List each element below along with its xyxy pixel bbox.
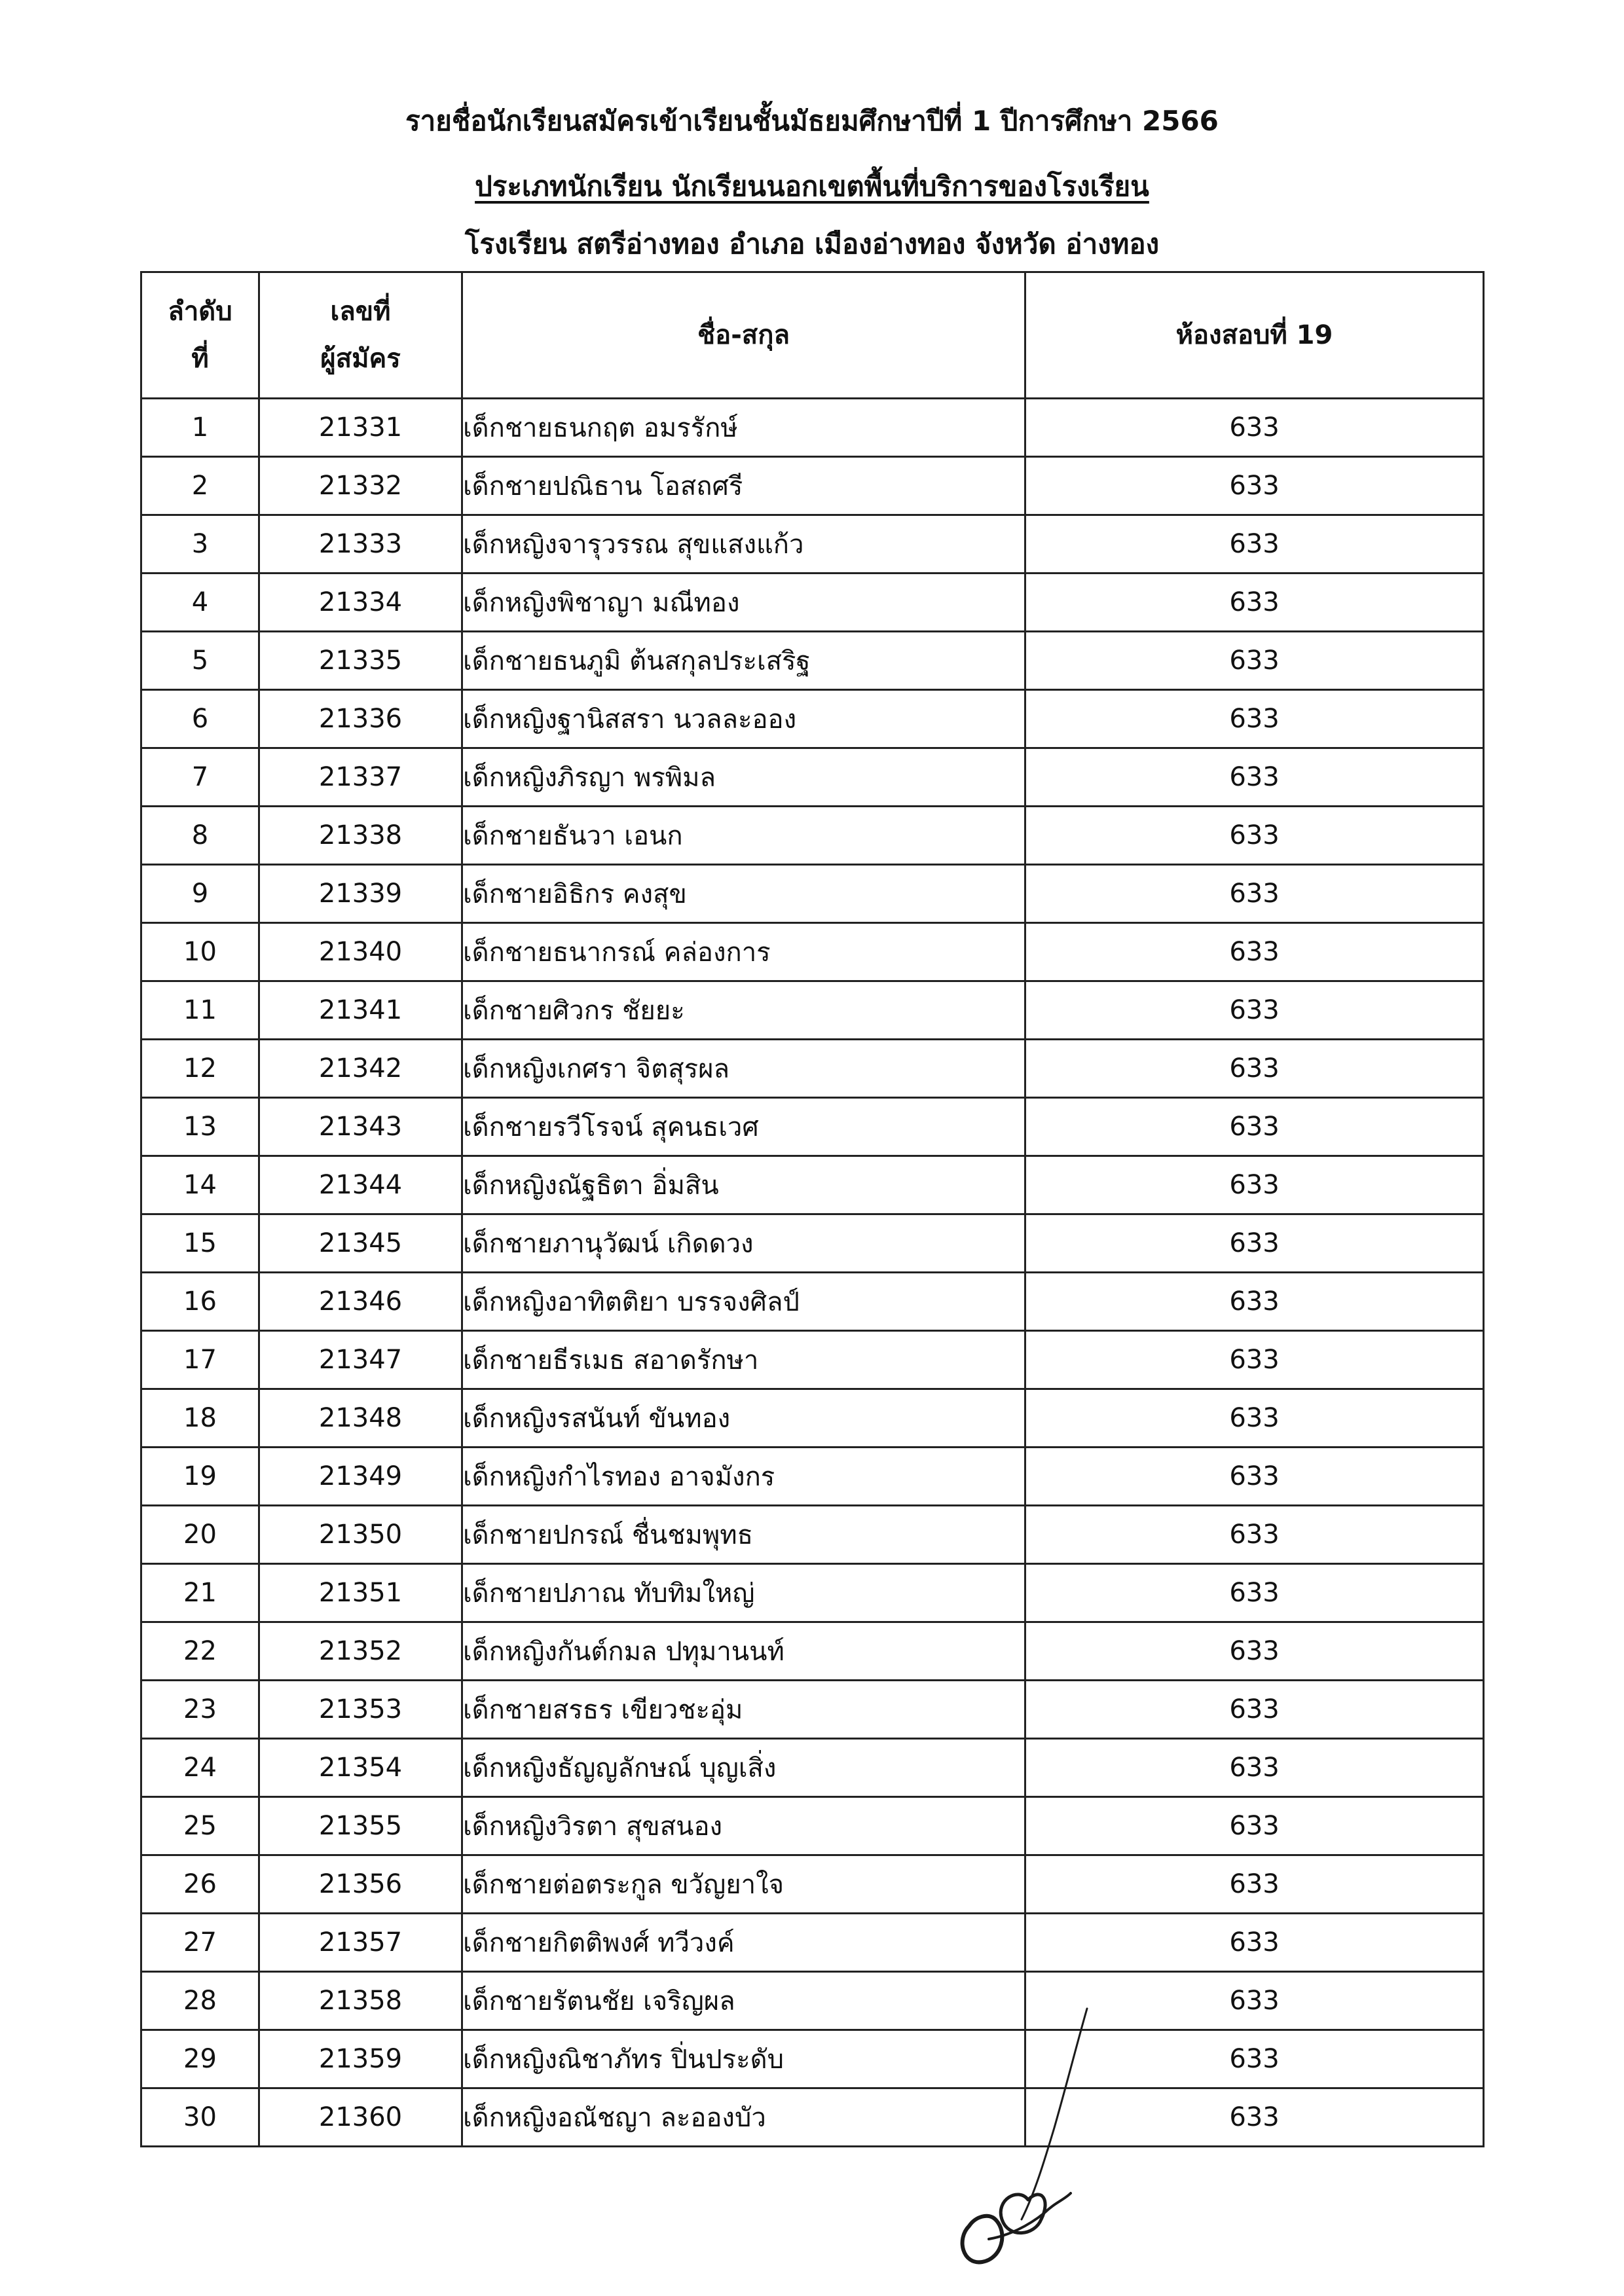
row-exam-room: 633: [1025, 2088, 1484, 2147]
row-application-number: 21336: [259, 690, 462, 748]
row-student-name: เด็กหญิงวิรตา สุขสนอง: [462, 1797, 1025, 1855]
table-row: [141, 1972, 1484, 2030]
table-row: [141, 632, 1484, 690]
row-exam-room: 633: [1025, 457, 1484, 515]
row-exam-room: 633: [1025, 1098, 1484, 1156]
row-exam-room: 633: [1025, 690, 1484, 748]
row-student-name: เด็กชายปณิธาน โอสถศรี: [462, 457, 1025, 515]
column-header-order-line2: ที่: [191, 344, 209, 374]
table-row: [141, 865, 1484, 923]
row-exam-room: 633: [1025, 574, 1484, 632]
row-student-name: เด็กหญิงรสนันท์ ขันทอง: [462, 1389, 1025, 1448]
row-application-number: 21360: [259, 2088, 462, 2147]
row-student-name: เด็กชายธนกฤต อมรรักษ์: [462, 399, 1025, 457]
column-header-appno-line2: ผู้สมัคร: [320, 344, 401, 374]
signature: [930, 2003, 1139, 2278]
column-header-exam-room: ห้องสอบที่ 19: [1025, 272, 1484, 399]
row-student-name: เด็กหญิงจารุวรรณ สุขแสงแก้ว: [462, 515, 1025, 574]
row-application-number: 21349: [259, 1448, 462, 1506]
row-student-name: เด็กหญิงกำไรทอง อาจมังกร: [462, 1448, 1025, 1506]
row-order-number: 22: [141, 1622, 259, 1681]
row-application-number: 21348: [259, 1389, 462, 1448]
row-exam-room: 633: [1025, 399, 1484, 457]
row-exam-room: 633: [1025, 1797, 1484, 1855]
row-order-number: 27: [141, 1914, 259, 1972]
row-student-name: เด็กชายภานุวัฒน์ เกิดดวง: [462, 1214, 1025, 1273]
column-header-name: ชื่อ-สกุล: [462, 272, 1025, 399]
row-application-number: 21347: [259, 1331, 462, 1389]
table-row: [141, 1797, 1484, 1855]
row-application-number: 21344: [259, 1156, 462, 1214]
table-row: [141, 1448, 1484, 1506]
row-order-number: 7: [141, 748, 259, 807]
table-row: [141, 1273, 1484, 1331]
row-exam-room: 633: [1025, 1389, 1484, 1448]
row-application-number: 21342: [259, 1040, 462, 1098]
row-application-number: 21353: [259, 1681, 462, 1739]
row-student-name: เด็กหญิงอาทิตติยา บรรจงศิลป์: [462, 1273, 1025, 1331]
table-row: [141, 1855, 1484, 1914]
table-row: [141, 1214, 1484, 1273]
row-student-name: เด็กหญิงฐานิสสรา นวลละออง: [462, 690, 1025, 748]
table-row: [141, 1914, 1484, 1972]
signature-stroke: [963, 2216, 1003, 2263]
row-student-name: เด็กชายปภาณ ทับทิมใหญ่: [462, 1564, 1025, 1622]
table-row: [141, 1739, 1484, 1797]
row-exam-room: 633: [1025, 923, 1484, 981]
row-exam-room: 633: [1025, 1214, 1484, 1273]
row-order-number: 8: [141, 807, 259, 865]
table-row: [141, 2030, 1484, 2088]
row-order-number: 15: [141, 1214, 259, 1273]
row-exam-room: 633: [1025, 1273, 1484, 1331]
row-order-number: 5: [141, 632, 259, 690]
row-student-name: เด็กหญิงอณัชญา ละอองบัว: [462, 2088, 1025, 2147]
row-order-number: 1: [141, 399, 259, 457]
row-order-number: 17: [141, 1331, 259, 1389]
row-exam-room: 633: [1025, 1156, 1484, 1214]
row-order-number: 29: [141, 2030, 259, 2088]
row-exam-room: 633: [1025, 1506, 1484, 1564]
row-exam-room: 633: [1025, 1972, 1484, 2030]
row-application-number: 21358: [259, 1972, 462, 2030]
row-order-number: 19: [141, 1448, 259, 1506]
table-row: [141, 399, 1484, 457]
row-student-name: เด็กชายต่อตระกูล ขวัญยาใจ: [462, 1855, 1025, 1914]
row-order-number: 28: [141, 1972, 259, 2030]
row-exam-room: 633: [1025, 515, 1484, 574]
row-order-number: 24: [141, 1739, 259, 1797]
row-order-number: 30: [141, 2088, 259, 2147]
row-order-number: 9: [141, 865, 259, 923]
row-order-number: 11: [141, 981, 259, 1040]
column-header-application-number: [259, 272, 462, 399]
row-application-number: 21341: [259, 981, 462, 1040]
row-application-number: 21337: [259, 748, 462, 807]
row-application-number: 21338: [259, 807, 462, 865]
table-row: [141, 2088, 1484, 2147]
row-application-number: 21335: [259, 632, 462, 690]
table-row: [141, 981, 1484, 1040]
row-student-name: เด็กชายธีรเมธ สอาดรักษา: [462, 1331, 1025, 1389]
row-order-number: 16: [141, 1273, 259, 1331]
document-title: รายชื่อนักเรียนสมัครเข้าเรียนชั้นมัธยมศึกษาปีที่ 1 ปีการศึกษา 2566: [405, 105, 1219, 137]
table-row: [141, 1622, 1484, 1681]
row-order-number: 6: [141, 690, 259, 748]
row-application-number: 21339: [259, 865, 462, 923]
table-row: [141, 923, 1484, 981]
table-row: [141, 1098, 1484, 1156]
table-row: [141, 1040, 1484, 1098]
row-order-number: 2: [141, 457, 259, 515]
table-row: [141, 1564, 1484, 1622]
row-application-number: 21357: [259, 1914, 462, 1972]
table-row: [141, 748, 1484, 807]
row-order-number: 20: [141, 1506, 259, 1564]
row-student-name: เด็กหญิงณิชาภัทร ปิ่นประดับ: [462, 2030, 1025, 2088]
row-order-number: 21: [141, 1564, 259, 1622]
row-student-name: เด็กชายกิตติพงศ์ ทวีวงค์: [462, 1914, 1025, 1972]
row-application-number: 21359: [259, 2030, 462, 2088]
row-exam-room: 633: [1025, 1739, 1484, 1797]
row-student-name: เด็กชายปกรณ์ ชื่นชมพุทธ: [462, 1506, 1025, 1564]
row-order-number: 23: [141, 1681, 259, 1739]
row-exam-room: 633: [1025, 1855, 1484, 1914]
row-application-number: 21334: [259, 574, 462, 632]
row-student-name: เด็กชายรวีโรจน์ สุคนธเวศ: [462, 1098, 1025, 1156]
row-application-number: 21343: [259, 1098, 462, 1156]
row-student-name: เด็กชายธนภูมิ ต้นสกุลประเสริฐ: [462, 632, 1025, 690]
table-row: [141, 1331, 1484, 1389]
table-row: [141, 1506, 1484, 1564]
row-order-number: 14: [141, 1156, 259, 1214]
row-application-number: 21340: [259, 923, 462, 981]
row-student-name: เด็กหญิงภิรญา พรพิมล: [462, 748, 1025, 807]
row-application-number: 21356: [259, 1855, 462, 1914]
row-exam-room: 633: [1025, 1040, 1484, 1098]
row-order-number: 25: [141, 1797, 259, 1855]
table-header-row: [141, 272, 1484, 399]
table-row: [141, 807, 1484, 865]
row-exam-room: 633: [1025, 1448, 1484, 1506]
row-application-number: 21345: [259, 1214, 462, 1273]
row-exam-room: 633: [1025, 981, 1484, 1040]
row-exam-room: 633: [1025, 2030, 1484, 2088]
table-row: [141, 1156, 1484, 1214]
table-row: [141, 690, 1484, 748]
column-header-order-line1: ลำดับ: [168, 297, 232, 327]
row-application-number: 21351: [259, 1564, 462, 1622]
table-row: [141, 457, 1484, 515]
row-exam-room: 633: [1025, 865, 1484, 923]
row-order-number: 4: [141, 574, 259, 632]
signature-stroke: [1022, 2009, 1087, 2219]
row-application-number: 21350: [259, 1506, 462, 1564]
row-application-number: 21354: [259, 1739, 462, 1797]
row-exam-room: 633: [1025, 1564, 1484, 1622]
row-student-name: เด็กชายรัตนชัย เจริญผล: [462, 1972, 1025, 2030]
row-student-name: เด็กชายสรธร เขียวชะอุ่ม: [462, 1681, 1025, 1739]
row-student-name: เด็กชายธนากรณ์ คล่องการ: [462, 923, 1025, 981]
row-exam-room: 633: [1025, 1681, 1484, 1739]
row-order-number: 10: [141, 923, 259, 981]
table-row: [141, 574, 1484, 632]
row-application-number: 21355: [259, 1797, 462, 1855]
row-order-number: 18: [141, 1389, 259, 1448]
row-application-number: 21331: [259, 399, 462, 457]
row-student-name: เด็กหญิงกันต์กมล ปทุมานนท์: [462, 1622, 1025, 1681]
column-header-appno-line1: เลขที่: [330, 297, 391, 327]
column-header-order: [141, 272, 259, 399]
applicant-table: [140, 271, 1485, 2147]
row-student-name: เด็กชายอิธิกร คงสุข: [462, 865, 1025, 923]
row-application-number: 21333: [259, 515, 462, 574]
row-application-number: 21352: [259, 1622, 462, 1681]
row-student-name: เด็กหญิงธัญญลักษณ์ บุญเสิ่ง: [462, 1739, 1025, 1797]
row-exam-room: 633: [1025, 748, 1484, 807]
row-exam-room: 633: [1025, 807, 1484, 865]
row-application-number: 21346: [259, 1273, 462, 1331]
row-order-number: 26: [141, 1855, 259, 1914]
row-exam-room: 633: [1025, 1914, 1484, 1972]
table-row: [141, 1681, 1484, 1739]
school-location: โรงเรียน สตรีอ่างทอง อำเภอ เมืองอ่างทอง จังหวัด อ่างทอง: [464, 228, 1160, 260]
row-application-number: 21332: [259, 457, 462, 515]
row-order-number: 13: [141, 1098, 259, 1156]
row-exam-room: 633: [1025, 1331, 1484, 1389]
table-row: [141, 1389, 1484, 1448]
row-student-name: เด็กหญิงพิชาญา มณีทอง: [462, 574, 1025, 632]
row-exam-room: 633: [1025, 1622, 1484, 1681]
row-order-number: 3: [141, 515, 259, 574]
table-row: [141, 515, 1484, 574]
row-order-number: 12: [141, 1040, 259, 1098]
row-student-name: เด็กชายธันวา เอนก: [462, 807, 1025, 865]
row-student-name: เด็กหญิงณัฐธิตา อิ่มสิน: [462, 1156, 1025, 1214]
row-student-name: เด็กหญิงเกศรา จิตสุรผล: [462, 1040, 1025, 1098]
row-exam-room: 633: [1025, 632, 1484, 690]
row-student-name: เด็กชายศิวกร ชัยยะ: [462, 981, 1025, 1040]
student-category: ประเภทนักเรียน นักเรียนนอกเขตพื้นที่บริการของโรงเรียน: [475, 170, 1149, 202]
